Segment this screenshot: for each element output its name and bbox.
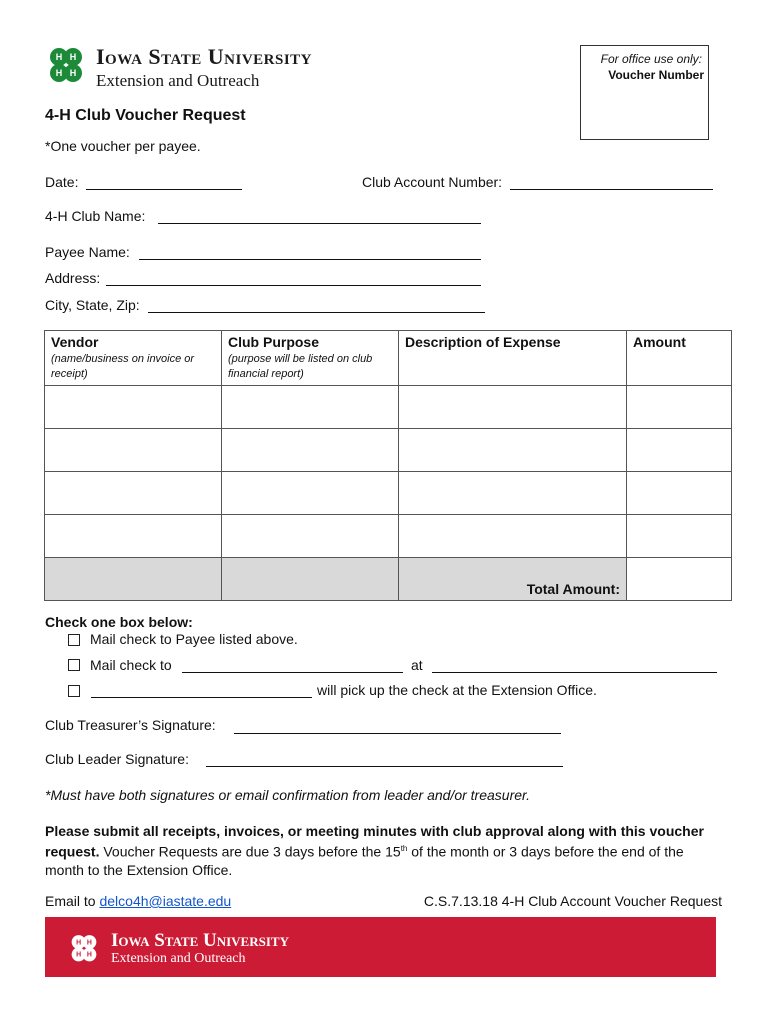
mail-to-at-label: at <box>411 657 423 673</box>
total-row-filler <box>222 558 399 601</box>
pickup-name-field[interactable] <box>91 697 312 698</box>
city-state-zip-field[interactable] <box>148 312 485 313</box>
svg-text:H: H <box>55 52 63 62</box>
document-code: C.S.7.13.18 4-H Club Account Voucher Request <box>423 893 722 909</box>
footer-clover-icon <box>67 932 101 966</box>
svg-text:H: H <box>76 951 82 959</box>
table-row <box>45 386 732 429</box>
treasurer-signature-field[interactable] <box>234 733 561 734</box>
payee-name-label: Payee Name: <box>45 244 130 260</box>
table-cell[interactable] <box>399 515 627 558</box>
club-purpose-column-note: (purpose will be listed on club financial report) <box>228 353 373 380</box>
svg-text:H: H <box>55 68 63 78</box>
vendor-column-header: Vendor (name/business on invoice or receipt) <box>45 331 222 386</box>
instructions-text-1: Voucher Requests are due 3 days before the 15 <box>99 843 401 860</box>
form-subtitle: *One voucher per payee. <box>45 138 201 154</box>
logo-university-name: Iowa State University <box>96 44 312 69</box>
table-cell[interactable] <box>45 515 222 558</box>
check-heading: Check one box below: <box>45 614 193 630</box>
treasurer-signature-label: Club Treasurer’s Signature: <box>45 717 216 733</box>
table-cell[interactable] <box>45 386 222 429</box>
vendor-column-note: (name/business on invoice or receipt) <box>51 353 195 380</box>
leader-signature-field[interactable] <box>206 766 563 767</box>
table-cell[interactable] <box>627 515 732 558</box>
table-cell[interactable] <box>627 472 732 515</box>
form-title: 4-H Club Voucher Request <box>45 107 246 124</box>
payee-name-field[interactable] <box>139 259 481 260</box>
table-row <box>45 429 732 472</box>
expense-table <box>44 330 732 601</box>
mail-to-address-field[interactable] <box>432 672 717 673</box>
instructions-paragraph <box>45 822 725 879</box>
instructions-text-2: of the month or 3 days before the end of the month to the Extension Office. <box>45 843 684 878</box>
address-label: Address: <box>45 270 101 286</box>
svg-text:H: H <box>86 939 92 947</box>
table-row <box>45 472 732 515</box>
table-cell[interactable] <box>399 386 627 429</box>
footer-university-name: Iowa State University <box>111 930 289 951</box>
club-account-label: Club Account Number: <box>362 174 503 190</box>
club-purpose-column-header: Club Purpose (purpose will be listed on club financial report) <box>222 331 399 386</box>
leader-signature-label: Club Leader Signature: <box>45 751 189 767</box>
email-line <box>45 893 231 909</box>
four-leaf-clover-icon <box>44 44 88 88</box>
instructions-bold: Please submit all receipts, invoices, or meeting minutes with club approval along with this voucher request. <box>45 823 704 860</box>
table-cell[interactable] <box>45 472 222 515</box>
pickup-label: will pick up the check at the Extension Office. <box>317 682 597 698</box>
email-prefix: Email to <box>45 893 96 909</box>
description-column-header: Description of Expense <box>399 331 627 386</box>
mail-to-payee-checkbox[interactable] <box>68 634 80 646</box>
instructions-superscript: th <box>400 844 408 853</box>
address-field[interactable] <box>106 285 481 286</box>
voucher-number-label: Voucher Number <box>608 68 704 82</box>
total-amount-cell[interactable] <box>627 558 732 601</box>
table-header-row <box>45 331 732 386</box>
city-state-zip-label: City, State, Zip: <box>45 297 140 313</box>
logo-unit-name: Extension and Outreach <box>96 71 260 90</box>
club-name-field[interactable] <box>158 223 481 224</box>
office-use-note: For office use only: <box>600 52 702 66</box>
signature-note: *Must have both signatures or email confirmation from leader and/or treasurer. <box>45 787 531 803</box>
pickup-checkbox[interactable] <box>68 685 80 697</box>
table-cell[interactable] <box>627 429 732 472</box>
table-cell[interactable] <box>45 429 222 472</box>
total-amount-label: Total Amount: <box>399 558 627 601</box>
table-cell[interactable] <box>399 472 627 515</box>
total-row-filler <box>45 558 222 601</box>
table-cell[interactable] <box>222 429 399 472</box>
email-link[interactable]: delco4h@iastate.edu <box>99 893 232 909</box>
mail-to-other-checkbox[interactable] <box>68 659 80 671</box>
footer-banner <box>45 917 716 977</box>
svg-text:H: H <box>69 68 77 78</box>
table-cell[interactable] <box>222 515 399 558</box>
total-row <box>45 558 732 601</box>
date-label: Date: <box>45 174 79 190</box>
table-cell[interactable] <box>222 386 399 429</box>
table-cell[interactable] <box>222 472 399 515</box>
office-use-box <box>580 45 709 140</box>
amount-column-header: Amount <box>627 331 732 386</box>
svg-text:H: H <box>76 939 82 947</box>
mail-to-name-field[interactable] <box>182 672 403 673</box>
table-cell[interactable] <box>627 386 732 429</box>
footer-unit-name: Extension and Outreach <box>111 951 246 966</box>
club-name-label: 4-H Club Name: <box>45 208 146 224</box>
table-cell[interactable] <box>399 429 627 472</box>
svg-text:H: H <box>86 951 92 959</box>
mail-to-other-label: Mail check to <box>90 657 172 673</box>
svg-text:H: H <box>69 52 77 62</box>
table-row <box>45 515 732 558</box>
date-field[interactable] <box>86 189 242 190</box>
club-account-field[interactable] <box>510 189 713 190</box>
mail-to-payee-label: Mail check to Payee listed above. <box>90 631 298 647</box>
